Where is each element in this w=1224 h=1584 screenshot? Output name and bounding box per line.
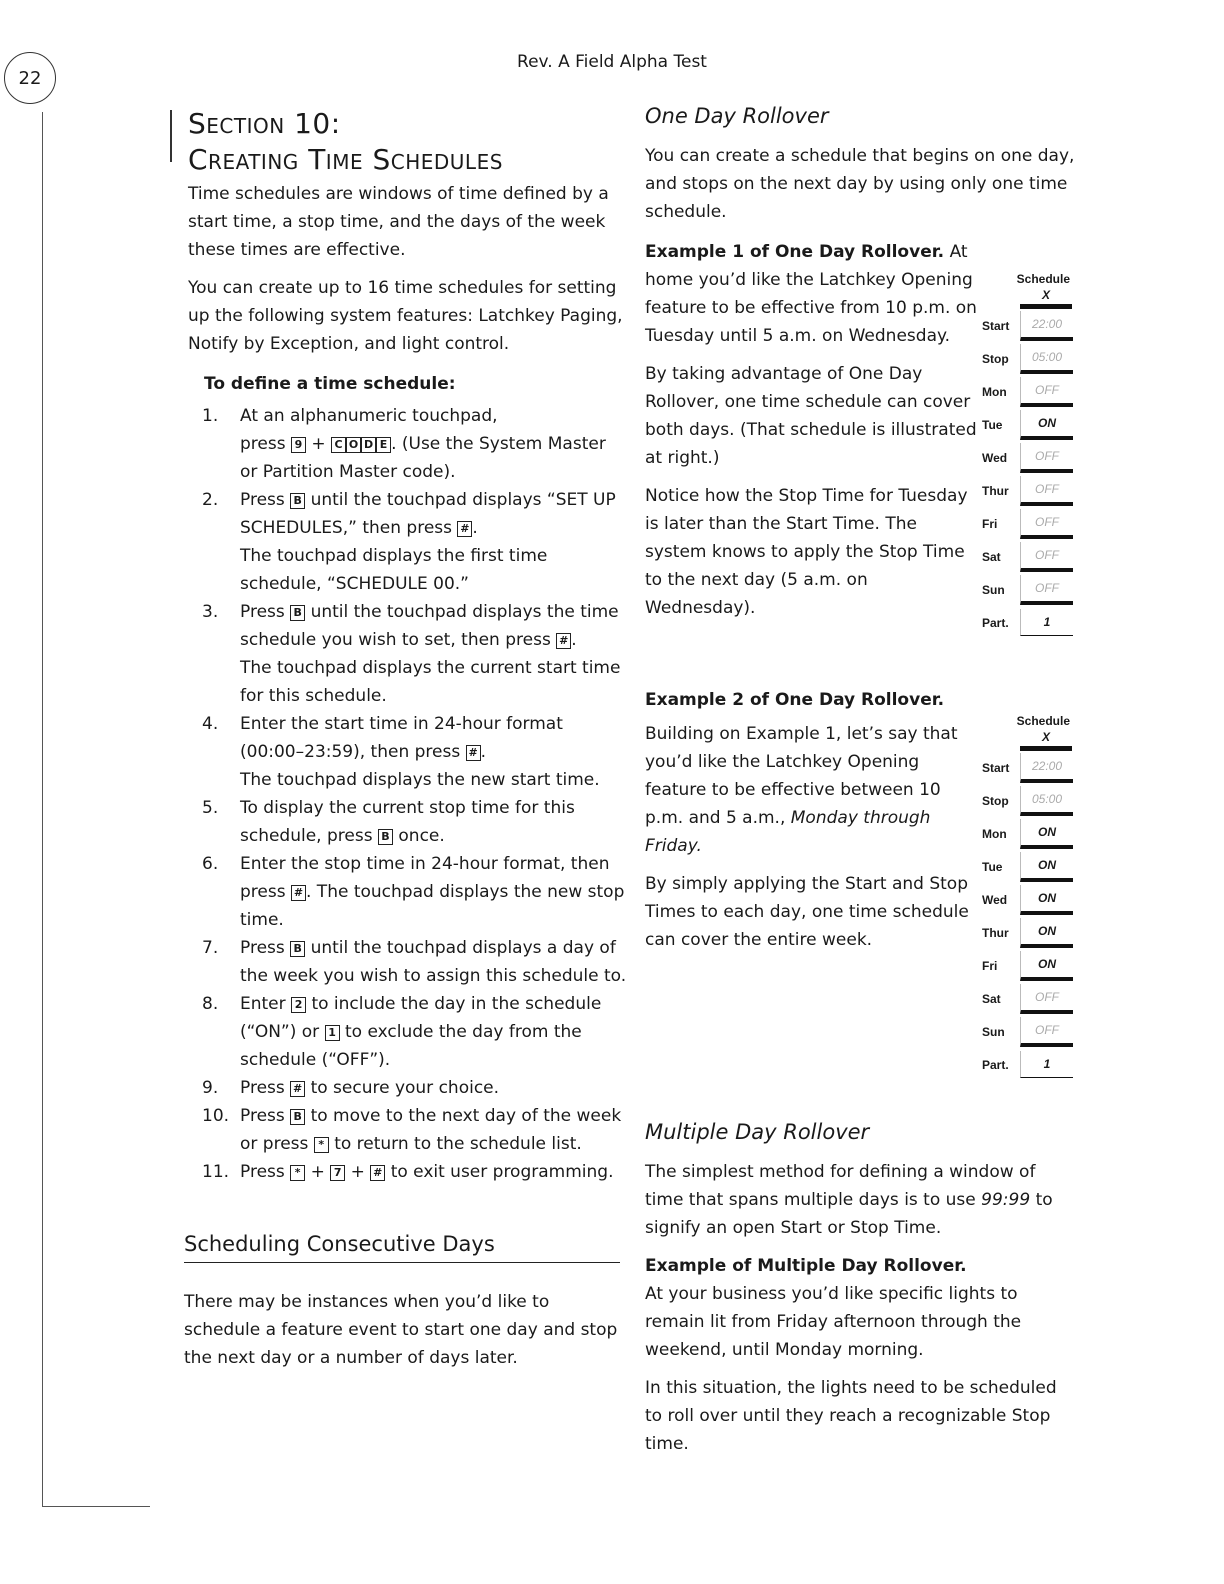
schedule-row-value: OFF	[1020, 984, 1073, 1014]
one-day-rollover-heading: One Day Rollover	[645, 104, 829, 128]
procedure-steps	[188, 402, 628, 1186]
step-text: until the touchpad displays a day of the week you wish to assign this schedule to.	[240, 938, 627, 986]
example-2-title: Example 2 of One Day Rollover.	[645, 690, 945, 710]
schedule-row-value: OFF	[1020, 1017, 1073, 1047]
schedule-row-label: Thur	[982, 483, 1009, 498]
step-text: once.	[398, 826, 445, 846]
step-text: until the touchpad displays the time schedule you wish to set, then press	[240, 602, 619, 650]
step-9	[188, 1074, 628, 1102]
step-text: . (Use the System Master or Partition Master code).	[240, 434, 606, 482]
step-text: Press	[240, 490, 285, 510]
schedule-row	[982, 1015, 1074, 1048]
schedule-row	[982, 408, 1074, 441]
schedule-row	[982, 850, 1074, 883]
schedule-number: X	[1020, 728, 1072, 751]
margin-rule-horizontal	[42, 1506, 150, 1507]
step-text: . The touchpad displays the new stop time.	[240, 882, 625, 930]
example-1-lead: At home you’d like the Latchkey Opening feature to be effective from 10 p.m. on Tuesday until 5 a.m. on Wednesday.	[645, 242, 977, 346]
schedule-row	[982, 883, 1074, 916]
key-2-icon: 2	[291, 997, 306, 1013]
schedule-row	[982, 784, 1074, 817]
margin-rule-vertical	[42, 112, 43, 1507]
schedule-row-label: Part.	[982, 615, 1009, 630]
schedule-row-value: OFF	[1020, 443, 1073, 473]
schedule-row	[982, 540, 1074, 573]
schedule-row-label: Fri	[982, 516, 998, 531]
step-text: .	[472, 518, 478, 538]
schedule-row-value: ON	[1020, 951, 1073, 981]
schedule-row	[982, 949, 1074, 982]
step-number: 4.	[202, 714, 219, 734]
step-number: 3.	[202, 602, 219, 622]
key-star-icon: *	[314, 1137, 329, 1153]
step-number: 1.	[202, 406, 219, 426]
schedule-title: Schedule	[1016, 272, 1070, 286]
step-number: 8.	[202, 994, 219, 1014]
step-text: Press	[240, 602, 285, 622]
schedule-row	[982, 1048, 1074, 1081]
multiple-day-intro: The simplest method for defining a window of time that spans multiple days is to use 99:99 to signify an open Start or Stop Time.	[645, 1162, 1053, 1238]
schedule-row-label: Mon	[982, 384, 1007, 399]
schedule-row-label: Tue	[982, 417, 1003, 432]
schedule-row-label: Thur	[982, 925, 1009, 940]
step-text: .	[571, 630, 577, 650]
step-5	[188, 794, 628, 850]
schedule-row-label: Fri	[982, 958, 998, 973]
step-text: to include the day in the schedule (“ON”) or	[240, 994, 602, 1042]
section-title-line1: Section 10:	[188, 107, 341, 140]
step-text: to secure your choice.	[310, 1078, 500, 1098]
key-pound-icon: #	[466, 745, 481, 761]
schedule-row-value: OFF	[1020, 575, 1073, 605]
schedule-row	[982, 916, 1074, 949]
key-c-icon: C	[331, 437, 346, 453]
key-b-icon: B	[290, 493, 305, 509]
schedule-row-value: 1	[1020, 609, 1073, 636]
step-text: to move to the next day of the week or press	[240, 1106, 622, 1154]
step-text: to exit user programming.	[390, 1162, 614, 1182]
schedule-row-value: OFF	[1020, 377, 1073, 407]
schedule-row-value: ON	[1020, 885, 1073, 915]
key-7-icon: 7	[330, 1165, 345, 1181]
procedure-title: To define a time schedule:	[204, 374, 456, 394]
schedule-number: X	[1020, 286, 1072, 309]
intro-paragraph-2: You can create up to 16 time schedules for setting up the following system features: Latchkey Paging, Notify by Exception, and light control.	[188, 278, 623, 354]
step-3	[188, 598, 628, 710]
step-number: 6.	[202, 854, 219, 874]
page-number: 22	[4, 52, 56, 104]
schedule-row	[982, 982, 1074, 1015]
consecutive-days-body	[184, 1288, 624, 1372]
intro-paragraph-1: Time schedules are windows of time defined by a start time, a stop time, and the days of the week these times are effective.	[188, 184, 609, 260]
schedule-row-value: ON	[1020, 410, 1073, 440]
key-e-icon: E	[376, 437, 391, 453]
multiple-day-block	[645, 1158, 1075, 1458]
step-4	[188, 710, 628, 794]
step-text: Enter the start time in 24-hour format (00:00–23:59), then press	[240, 714, 563, 762]
step-7	[188, 934, 628, 990]
schedule-row	[982, 817, 1074, 850]
step-text: The touchpad displays the current start time for this schedule.	[240, 658, 621, 706]
schedule-row	[982, 441, 1074, 474]
step-11	[188, 1158, 628, 1186]
step-1	[188, 402, 628, 486]
step-text: Enter the stop time in 24-hour format, then press	[240, 854, 610, 902]
step-2	[188, 486, 628, 598]
step-number: 9.	[202, 1078, 219, 1098]
key-star-icon: *	[290, 1165, 305, 1181]
schedule-row-value: 05:00	[1020, 786, 1073, 816]
key-o-icon: O	[346, 437, 361, 453]
schedule-row-label: Sat	[982, 991, 1001, 1006]
consecutive-days-heading: Scheduling Consecutive Days	[184, 1232, 620, 1263]
example-1-paragraph-2: By taking advantage of One Day Rollover, one time schedule can cover both days. (That schedule is illustrated at right.)	[645, 364, 977, 468]
key-b-icon: B	[290, 1109, 305, 1125]
multiple-day-example-paragraph-1: At your business you’d like specific lights to remain lit from Friday afternoon through the weekend, until Monday morning.	[645, 1284, 1022, 1360]
one-day-intro-paragraph: You can create a schedule that begins on one day, and stops on the next day by using only one time schedule.	[645, 146, 1075, 222]
schedule-row	[982, 751, 1074, 784]
example-1-block	[645, 238, 980, 622]
schedule-row-label: Part.	[982, 1057, 1009, 1072]
example-1-title: Example 1 of One Day Rollover.	[645, 242, 945, 262]
key-1-icon: 1	[325, 1025, 340, 1041]
key-pound-icon: #	[370, 1165, 385, 1181]
schedule-row	[982, 474, 1074, 507]
schedule-row-value: OFF	[1020, 509, 1073, 539]
step-text: press	[240, 434, 286, 454]
schedule-row-value: 22:00	[1020, 753, 1073, 783]
schedule-row	[982, 606, 1074, 639]
section-title-line2: Creating Time Schedules	[188, 143, 503, 176]
schedule-row-label: Sun	[982, 1024, 1005, 1039]
schedule-row-label: Tue	[982, 859, 1003, 874]
schedule-row-value: ON	[1020, 819, 1073, 849]
step-text: +	[311, 434, 326, 454]
schedule-row-value: ON	[1020, 852, 1073, 882]
schedule-row-label: Stop	[982, 793, 1009, 808]
example-2-paragraph-1: Building on Example 1, let’s say that you’d like the Latchkey Opening feature to be effective between 10 p.m. and 5 a.m.,	[645, 724, 958, 828]
step-text: until the touchpad displays “SET UP SCHEDULES,” then press	[240, 490, 616, 538]
schedule-row-label: Wed	[982, 892, 1008, 907]
example-2-block	[645, 686, 970, 954]
key-b-icon: B	[378, 829, 393, 845]
schedule-row-label: Mon	[982, 826, 1007, 841]
step-text: Press	[240, 938, 285, 958]
step-number: 5.	[202, 798, 219, 818]
step-number: 11.	[202, 1162, 230, 1182]
step-number: 2.	[202, 490, 219, 510]
step-number: 10.	[202, 1106, 230, 1126]
schedule-illustration-1	[982, 272, 1074, 639]
schedule-row-value: 05:00	[1020, 344, 1073, 374]
step-text: to exclude the day from the schedule (“OFF”).	[240, 1022, 582, 1070]
schedule-row	[982, 507, 1074, 540]
one-day-intro	[645, 142, 1075, 226]
schedule-row-label: Wed	[982, 450, 1008, 465]
schedule-row	[982, 573, 1074, 606]
key-b-icon: B	[290, 605, 305, 621]
section-rule	[170, 110, 172, 162]
schedule-row	[982, 342, 1074, 375]
step-6	[188, 850, 628, 934]
key-d-icon: D	[361, 437, 376, 453]
key-pound-icon: #	[556, 633, 571, 649]
step-number: 7.	[202, 938, 219, 958]
schedule-row-value: OFF	[1020, 542, 1073, 572]
key-b-icon: B	[290, 941, 305, 957]
multiple-day-example-title: Example of Multiple Day Rollover.	[645, 1256, 967, 1276]
schedule-row-value: ON	[1020, 918, 1073, 948]
example-2-paragraph-2: By simply applying the Start and Stop Times to each day, one time schedule can cover the entire week.	[645, 874, 969, 950]
step-text: Press	[240, 1078, 285, 1098]
multiple-day-rollover-heading: Multiple Day Rollover	[645, 1120, 870, 1144]
multiple-day-example-paragraph-2: In this situation, the lights need to be scheduled to roll over until they reach a recognizable Stop time.	[645, 1378, 1057, 1454]
schedule-row-label: Stop	[982, 351, 1009, 366]
schedule-row	[982, 375, 1074, 408]
step-text: Press	[240, 1106, 285, 1126]
schedule-row-value: 22:00	[1020, 311, 1073, 341]
step-text: At an alphanumeric touchpad,	[240, 406, 498, 426]
step-text: to return to the schedule list.	[334, 1134, 582, 1154]
schedule-row-value: OFF	[1020, 476, 1073, 506]
step-8	[188, 990, 628, 1074]
section-title	[188, 106, 503, 178]
key-pound-icon: #	[291, 885, 306, 901]
schedule-row-label: Sat	[982, 549, 1001, 564]
step-text: Enter	[240, 994, 286, 1014]
step-text: Press	[240, 1162, 285, 1182]
schedule-row-value: 1	[1020, 1051, 1073, 1078]
step-text: To display the current stop time for this schedule, press	[240, 798, 575, 846]
key-pound-icon: #	[290, 1081, 305, 1097]
consecutive-days-paragraph: There may be instances when you’d like to schedule a feature event to start one day and stop the next day or a number of days later.	[184, 1292, 618, 1368]
step-text: +	[310, 1162, 325, 1182]
step-10	[188, 1102, 628, 1158]
step-text: .	[480, 742, 487, 762]
running-header: Rev. A Field Alpha Test	[517, 52, 707, 72]
step-text: The touchpad displays the new start time.	[240, 770, 600, 790]
example-1-paragraph-3: Notice how the Stop Time for Tuesday is later than the Start Time. The system knows to apply the Stop Time to the next day (5 a.m. on Wednesday).	[645, 486, 968, 618]
example-2-days: Monday through Friday.	[645, 808, 931, 856]
schedule-row-label: Start	[982, 318, 1010, 333]
schedule-row-label: Start	[982, 760, 1010, 775]
schedule-row	[982, 309, 1074, 342]
key-pound-icon: #	[457, 521, 472, 537]
key-9-icon: 9	[291, 437, 306, 453]
schedule-title: Schedule	[1016, 714, 1070, 728]
step-text: +	[350, 1162, 365, 1182]
step-text: The touchpad displays the first time schedule, “SCHEDULE 00.”	[240, 546, 548, 594]
schedule-row-label: Sun	[982, 582, 1005, 597]
schedule-illustration-2	[982, 714, 1074, 1081]
left-column	[188, 180, 628, 1186]
